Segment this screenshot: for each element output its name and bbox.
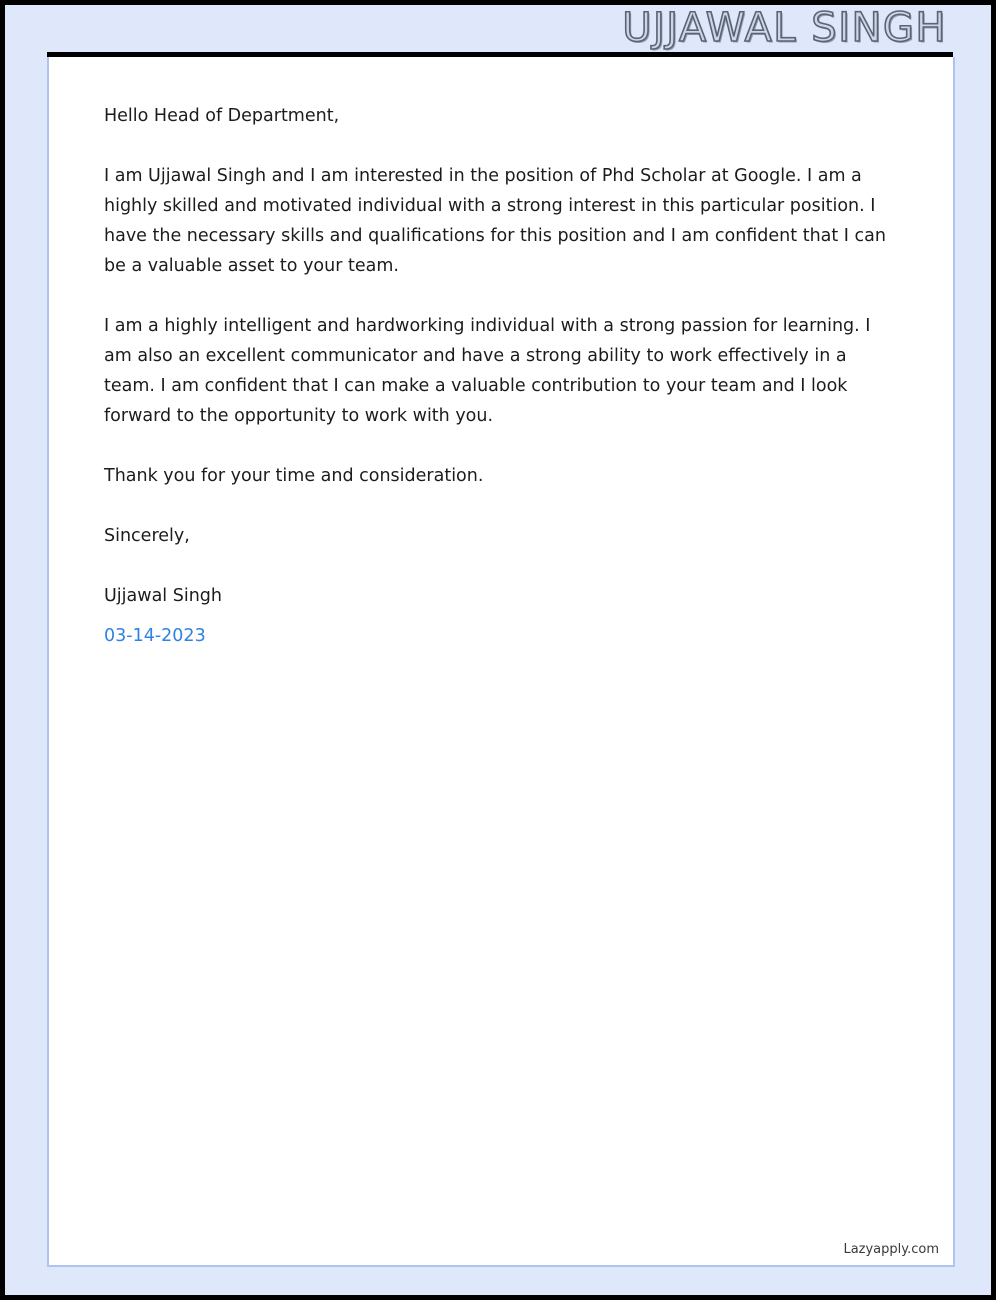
- letter-paragraph-2: I am a highly intelligent and hardworking individual with a strong passion for learning. I am also an excellent communicator and have a strong ability to work effectively in a team. I am confident that I can make a valuable contribution to your team and I look forward to the opportunity to work with you.: [104, 316, 871, 426]
- page-title: UJJAWAL SINGH: [622, 4, 947, 51]
- letter-paragraph-3: Thank you for your time and consideration.: [104, 466, 484, 486]
- letter-date: 03-14-2023: [104, 626, 206, 646]
- document-paper: [5, 5, 991, 1295]
- letter-header: [5, 5, 991, 52]
- letter-body: [104, 101, 899, 651]
- letter-signature-name: Ujjawal Singh: [104, 586, 222, 606]
- letter-closing: Sincerely,: [104, 526, 190, 546]
- letter-paragraph-1: I am Ujjawal Singh and I am interested in the position of Phd Scholar at Google. I am a highly skilled and motivated individual with a strong interest in this particular position. I have the necessary skills and qualifications for this position and I am confident that I can be a valuable asset to your team.: [104, 166, 886, 276]
- letter-card: [47, 57, 955, 1267]
- letter-salutation: Hello Head of Department,: [104, 106, 340, 126]
- footer-watermark: Lazyapply.com: [843, 1242, 939, 1257]
